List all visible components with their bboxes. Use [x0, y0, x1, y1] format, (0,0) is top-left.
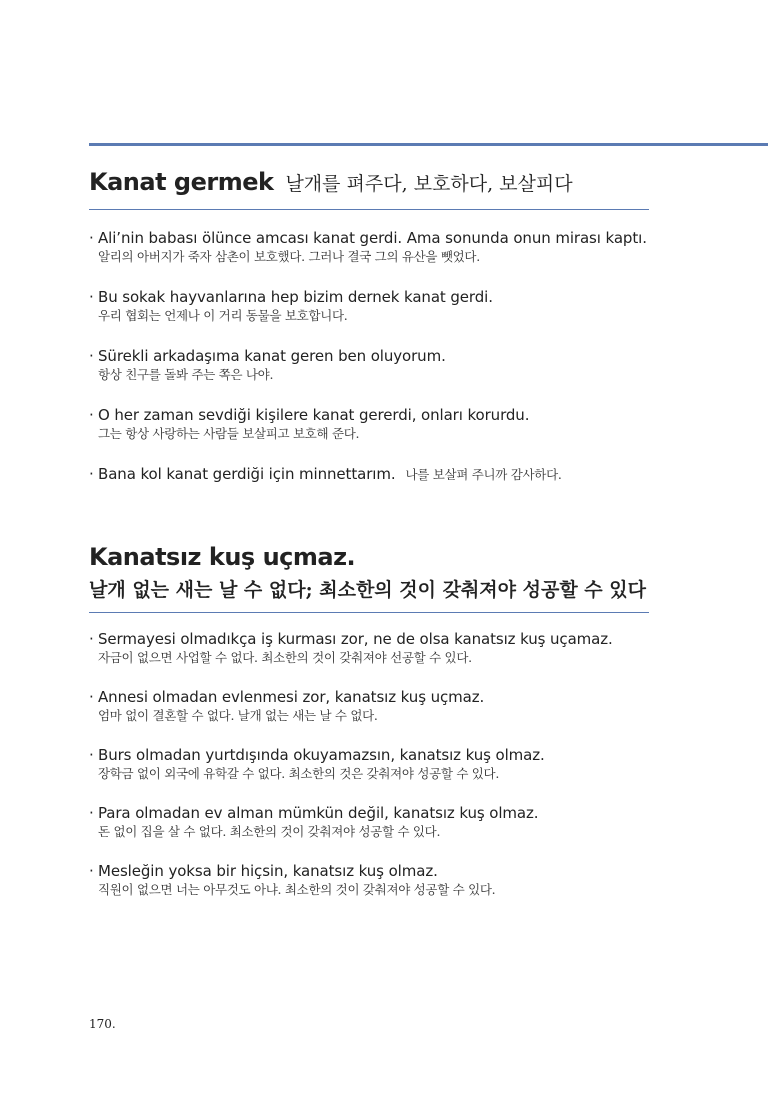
bullet: · [89, 347, 94, 365]
example-korean: 나를 보살펴 주니까 감사하다. [405, 467, 562, 482]
example-item [89, 464, 649, 485]
example-item [89, 346, 649, 384]
bullet: · [89, 288, 94, 306]
example-korean: 그는 항상 사랑하는 사람들 보살피고 보호해 준다. [98, 426, 360, 441]
example-turkish: Annesi olmadan evlenmesi zor, kanatsız kuş uçmaz. [98, 688, 485, 706]
example-korean: 자금이 없으면 사업할 수 없다. 최소한의 것이 갖춰져야 선공할 수 있다. [98, 650, 472, 665]
example-korean: 직원이 없으면 너는 아무것도 아냐. 최소한의 것이 갖춰져야 성공할 수 있다. [98, 882, 496, 897]
section-title-korean: 날개 없는 새는 날 수 없다; 최소한의 것이 갖춰져야 성공할 수 있다 [89, 579, 646, 601]
example-korean: 돈 없이 집을 살 수 없다. 최소한의 것이 갖춰져야 성공할 수 있다. [98, 824, 441, 839]
bullet: · [89, 688, 94, 706]
bullet: · [89, 804, 94, 822]
example-turkish: Ali’nin babası ölünce amcası kanat gerdi. Ama sonunda onun mirası kaptı. [98, 229, 647, 247]
bullet: · [89, 465, 94, 483]
example-item [89, 803, 649, 841]
example-item [89, 629, 649, 667]
example-korean: 항상 친구를 돌봐 주는 쪽은 나야. [98, 367, 274, 382]
example-item [89, 861, 649, 899]
example-list [89, 228, 649, 485]
bullet: · [89, 746, 94, 764]
section-kanat-germek [89, 168, 649, 485]
example-turkish: Sermayesi olmadıkça iş kurması zor, ne de olsa kanatsız kuş uçamaz. [98, 630, 613, 648]
section-heading [89, 168, 649, 196]
example-turkish: Para olmadan ev alman mümkün değil, kanatsız kuş olmaz. [98, 804, 539, 822]
example-korean: 알리의 아버지가 죽자 삼촌이 보호했다. 그러나 결국 그의 유산을 뺏었다. [98, 249, 480, 264]
example-item [89, 745, 649, 783]
page-number: 170. [89, 1017, 116, 1031]
example-korean: 장학금 없이 외국에 유학갈 수 없다. 최소한의 것은 갖춰져야 성공할 수 있다. [98, 766, 500, 781]
example-list [89, 629, 649, 899]
top-rule [89, 143, 768, 146]
section-title-turkish: Kanat germek [89, 168, 274, 196]
section-kanatsiz-kus-ucmaz [89, 543, 649, 899]
example-turkish: Mesleğin yoksa bir hiçsin, kanatsız kuş olmaz. [98, 862, 438, 880]
example-turkish: Sürekli arkadaşıma kanat geren ben oluyorum. [98, 347, 446, 365]
heading-divider [89, 612, 649, 613]
heading-divider [89, 209, 649, 210]
bullet: · [89, 862, 94, 880]
bullet: · [89, 630, 94, 648]
example-item [89, 405, 649, 443]
example-turkish: O her zaman sevdiği kişilere kanat gererdi, onları korurdu. [98, 406, 530, 424]
example-turkish: Burs olmadan yurtdışında okuyamazsın, kanatsız kuş olmaz. [98, 746, 545, 764]
example-item [89, 687, 649, 725]
bullet: · [89, 229, 94, 247]
example-turkish: Bana kol kanat gerdiği için minnettarım. [98, 465, 396, 483]
example-korean: 우리 협회는 언제나 이 거리 동물을 보호합니다. [98, 308, 348, 323]
bullet: · [89, 406, 94, 424]
example-item [89, 228, 649, 266]
section-title-turkish: Kanatsız kuş uçmaz. [89, 543, 356, 571]
example-korean: 엄마 없이 결혼할 수 없다. 날개 없는 새는 날 수 없다. [98, 708, 378, 723]
example-item [89, 287, 649, 325]
example-turkish: Bu sokak hayvanlarına hep bizim dernek kanat gerdi. [98, 288, 493, 306]
section-title-korean: 날개를 펴주다, 보호하다, 보살피다 [285, 173, 573, 195]
